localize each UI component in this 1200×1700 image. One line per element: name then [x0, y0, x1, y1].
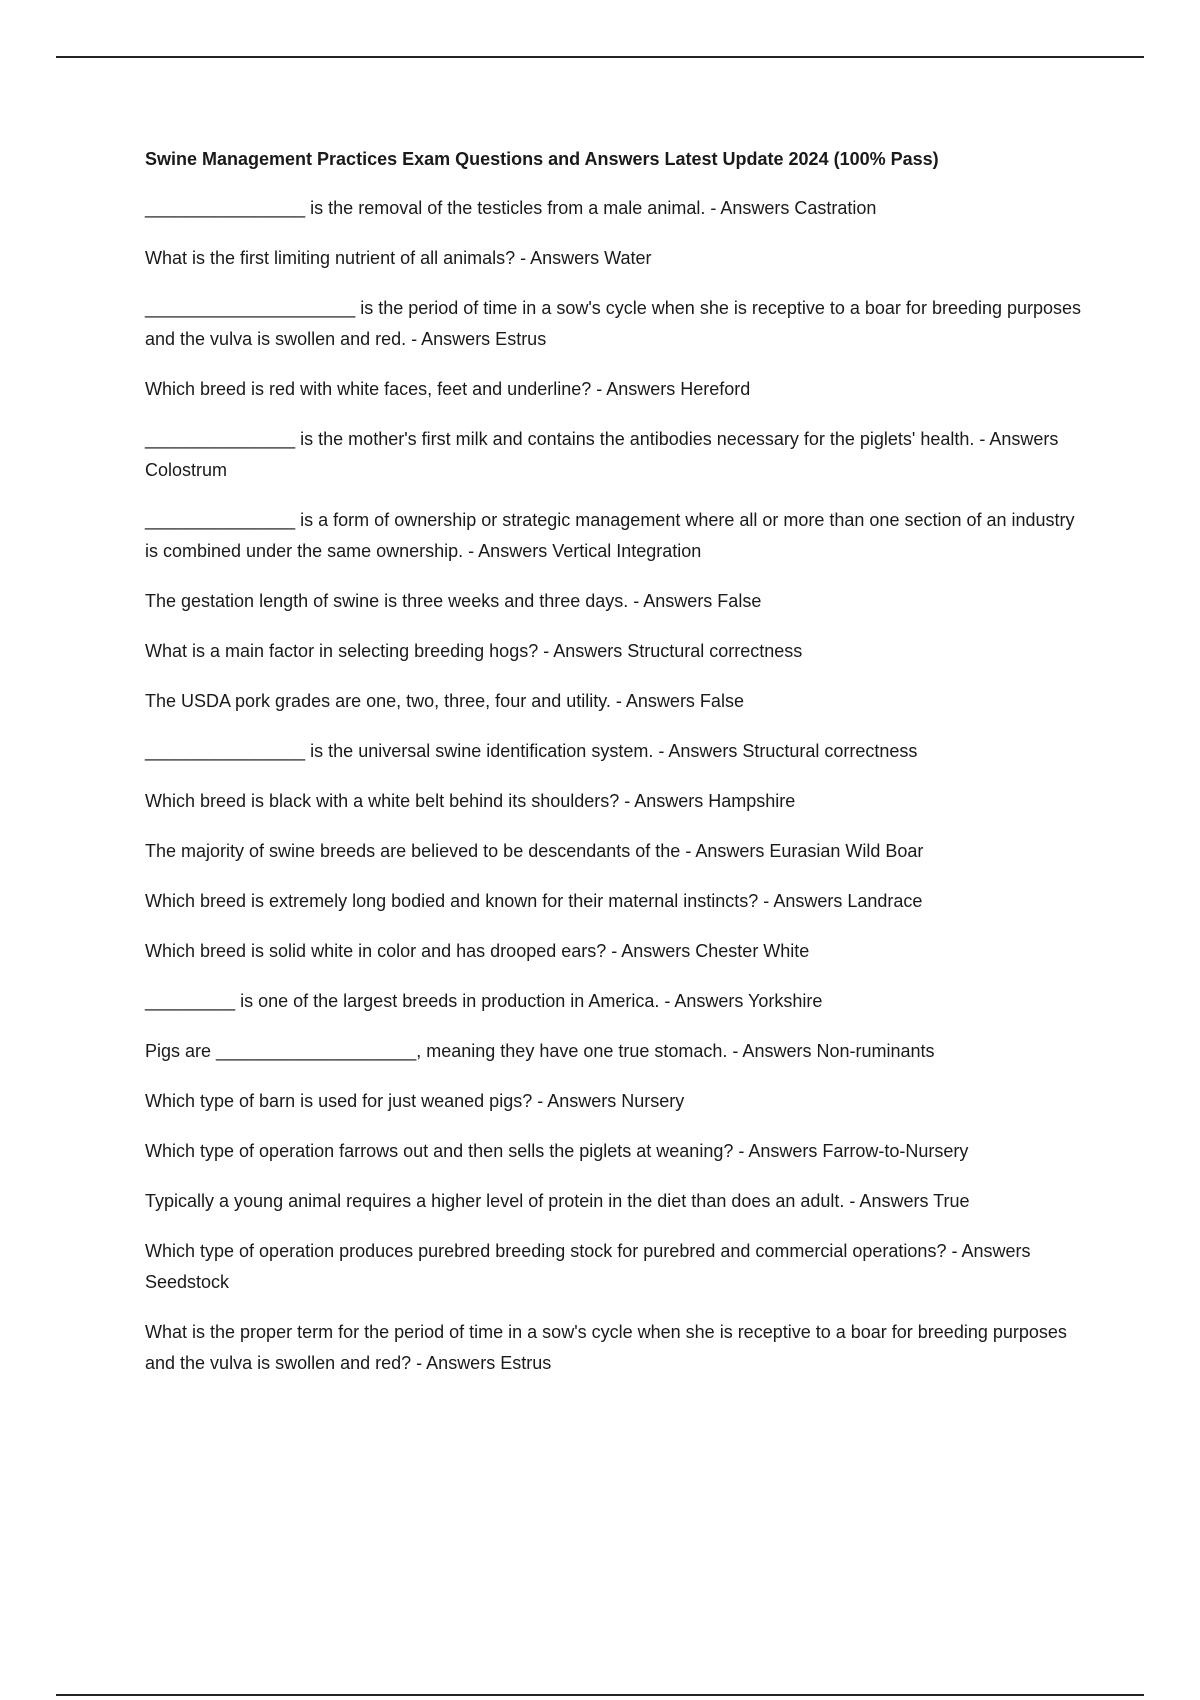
header-rule	[56, 56, 1144, 58]
qa-item-1: ________________ is the removal of the testicles from a male animal. - Answers Castration	[145, 198, 877, 218]
qa-item-6: _______________ is a form of ownership or strategic management where all or more than one section of an industry is combined under the same ownership. - Answers Vertical Integration	[145, 510, 1075, 561]
qa-item-15: _________ is one of the largest breeds in production in America. - Answers Yorkshire	[145, 991, 823, 1011]
qa-item-20: Which type of operation produces purebred breeding stock for purebred and commercial operations? - Answers Seedstock	[145, 1241, 1031, 1292]
footer-rule	[56, 1694, 1144, 1696]
qa-item-7: The gestation length of swine is three weeks and three days. - Answers False	[145, 591, 762, 611]
document-body	[145, 144, 1090, 1398]
qa-item-2: What is the first limiting nutrient of all animals? - Answers Water	[145, 248, 652, 268]
qa-item-17: Which type of barn is used for just weaned pigs? - Answers Nursery	[145, 1091, 685, 1111]
qa-item-13: Which breed is extremely long bodied and known for their maternal instincts? - Answers Landrace	[145, 891, 923, 911]
document-title: Swine Management Practices Exam Questions and Answers Latest Update 2024 (100% Pass)	[145, 149, 939, 169]
qa-item-18: Which type of operation farrows out and then sells the piglets at weaning? - Answers Farrow-to-Nursery	[145, 1141, 969, 1161]
qa-item-11: Which breed is black with a white belt behind its shoulders? - Answers Hampshire	[145, 791, 796, 811]
qa-item-5: _______________ is the mother's first milk and contains the antibodies necessary for the piglets' health. - Answers Colostrum	[145, 429, 1059, 480]
qa-item-12: The majority of swine breeds are believed to be descendants of the - Answers Eurasian Wild Boar	[145, 841, 924, 861]
qa-item-8: What is a main factor in selecting breeding hogs? - Answers Structural correctness	[145, 641, 803, 661]
qa-item-9: The USDA pork grades are one, two, three, four and utility. - Answers False	[145, 691, 744, 711]
qa-item-21: What is the proper term for the period of time in a sow's cycle when she is receptive to a boar for breeding purposes and the vulva is swollen and red? - Answers Estrus	[145, 1322, 1067, 1373]
qa-item-19: Typically a young animal requires a higher level of protein in the diet than does an adult. - Answers True	[145, 1191, 970, 1211]
qa-item-4: Which breed is red with white faces, feet and underline? - Answers Hereford	[145, 379, 751, 399]
qa-item-14: Which breed is solid white in color and has drooped ears? - Answers Chester White	[145, 941, 810, 961]
qa-item-16: Pigs are ____________________, meaning they have one true stomach. - Answers Non-ruminants	[145, 1041, 935, 1061]
qa-item-3: _____________________ is the period of time in a sow's cycle when she is receptive to a boar for breeding purposes and the vulva is swollen and red. - Answers Estrus	[145, 298, 1082, 349]
qa-item-10: ________________ is the universal swine identification system. - Answers Structural correctness	[145, 741, 918, 761]
